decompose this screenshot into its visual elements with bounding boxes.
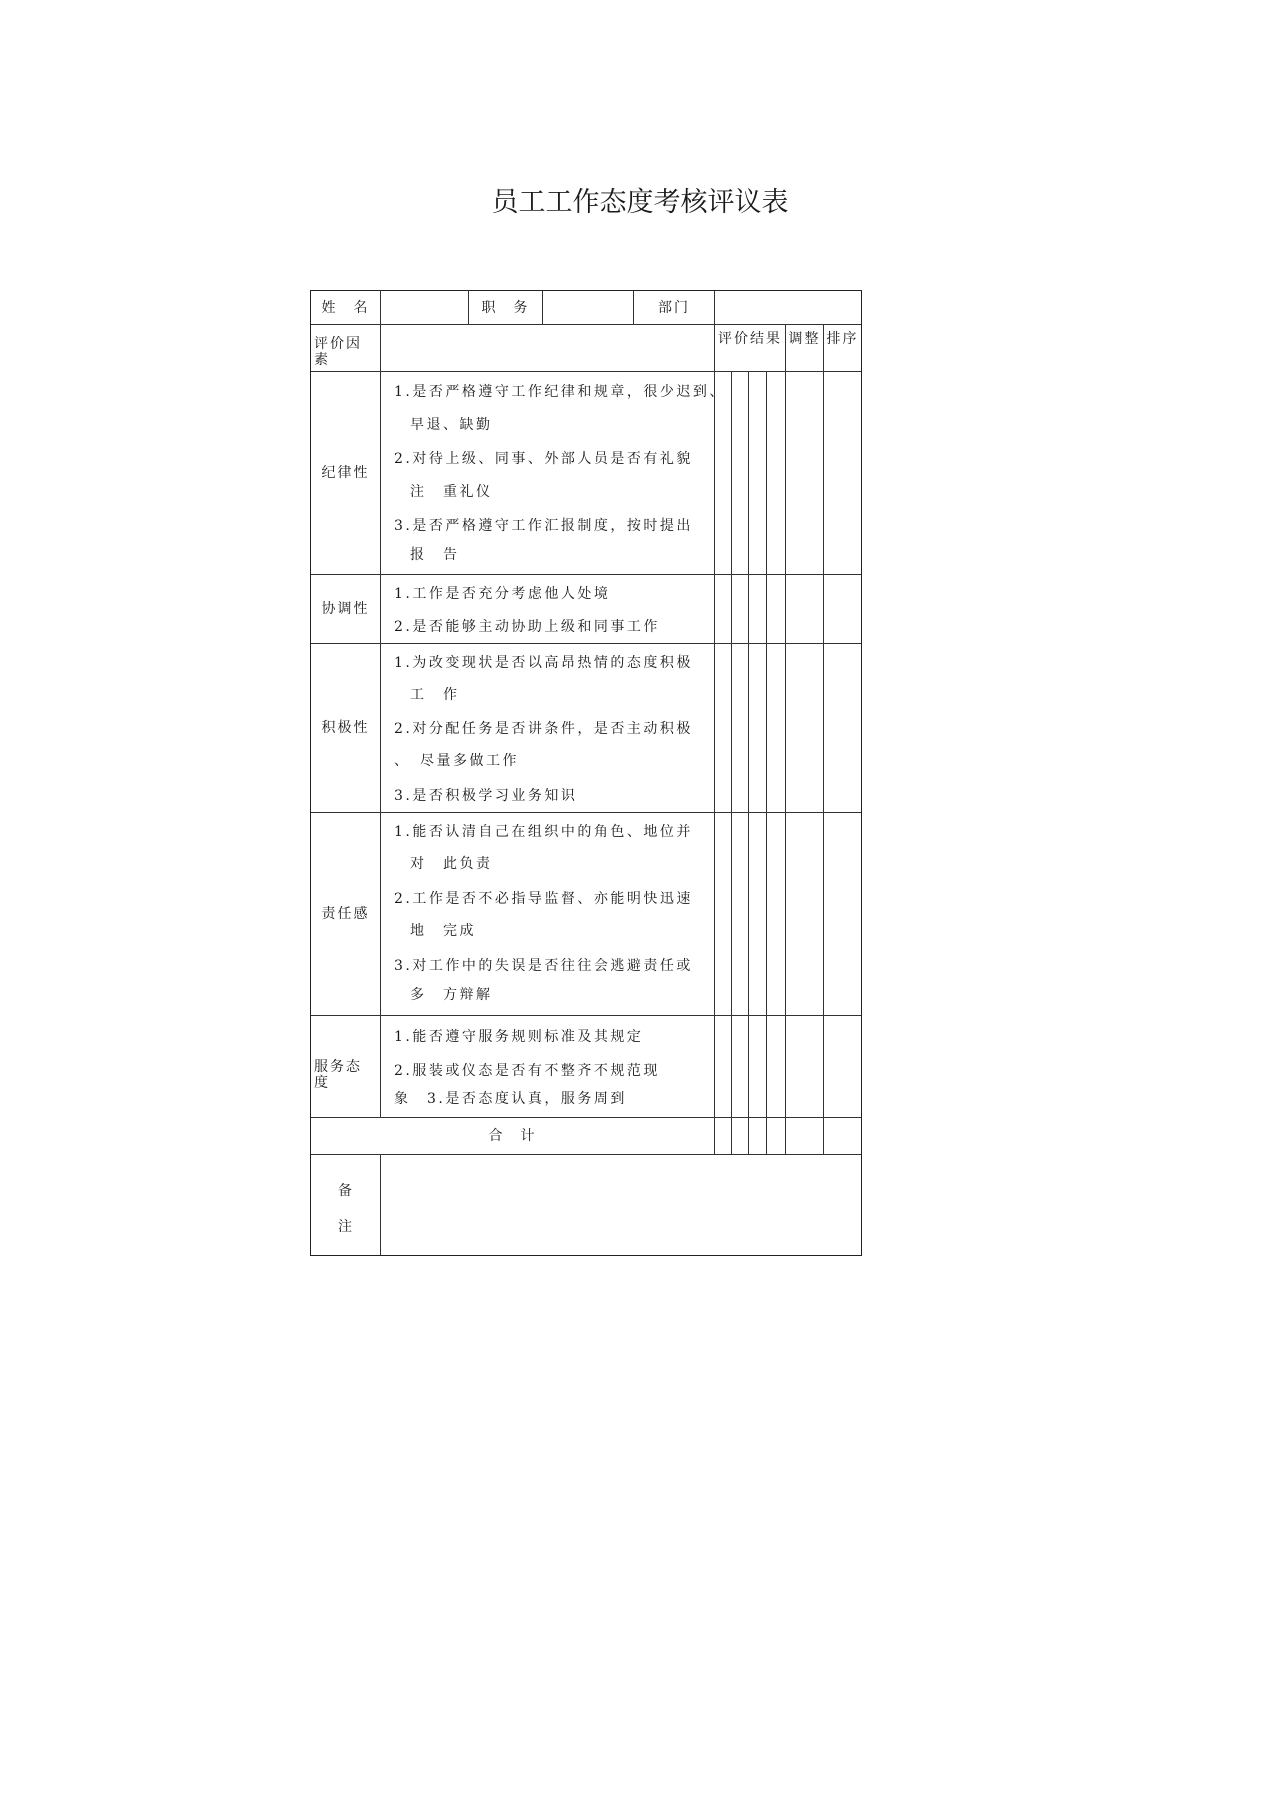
criteria-line: 1.为改变现状是否以高昂热情的态度积极 [394, 655, 693, 671]
criteria-line: 3.对工作中的失误是否往往会逃避责任或 [394, 958, 693, 974]
position-field[interactable] [543, 291, 633, 324]
criteria-line: 1.能否认清自己在组织中的角色、地位并 [394, 824, 693, 840]
col-divider [714, 324, 715, 1154]
col-divider [823, 324, 824, 1154]
criteria-line: 2.服装或仪态是否有不整齐不规范现 [394, 1063, 660, 1079]
criteria-line: 工 作 [410, 687, 460, 703]
criteria-line: 2.对待上级、同事、外部人员是否有礼貌 [394, 451, 693, 467]
result-column-label: 评价结果 [718, 331, 782, 347]
remarks-label: 备 注 [338, 1183, 352, 1235]
col-divider [785, 324, 786, 1154]
rank-column-label: 排序 [826, 331, 859, 347]
criteria-line: 多 方辩解 [410, 987, 493, 1003]
criteria-line: 注 重礼仪 [410, 484, 493, 500]
row-divider [311, 643, 861, 644]
criteria-line: 象 3.是否态度认真，服务周到 [394, 1091, 627, 1107]
criteria-line: 、 尽量多做工作 [394, 753, 519, 769]
criteria-line: 1.能否遵守服务规则标准及其规定 [394, 1029, 644, 1045]
criteria-line: 1.是否严格遵守工作纪律和规章，很少迟到、 [394, 384, 726, 400]
page-title: 员工工作态度考核评议表 [491, 187, 789, 218]
remarks-field[interactable] [381, 1155, 861, 1255]
factor-name: 积极性 [321, 719, 370, 736]
dept-label: 部门 [658, 299, 690, 316]
criteria-line: 2.工作是否不必指导监督、亦能明快迅速 [394, 891, 693, 907]
factor-column-label: 评价因素 [314, 336, 362, 368]
criteria-line: 对 此负责 [410, 856, 493, 872]
factor-name: 协调性 [321, 600, 370, 617]
result-subcol [748, 371, 749, 1154]
factor-name: 纪律性 [321, 464, 370, 481]
criteria-line: 报 告 [410, 547, 460, 563]
row-divider [311, 1015, 861, 1016]
criteria-line: 3.是否积极学习业务知识 [394, 788, 578, 804]
row-divider [311, 371, 861, 372]
col-divider [380, 324, 381, 1117]
row-divider [311, 812, 861, 813]
name-label: 姓 名 [321, 299, 370, 316]
total-label: 合 计 [488, 1127, 537, 1144]
criteria-line: 1.工作是否充分考虑他人处境 [394, 586, 611, 602]
position-label: 职 务 [481, 299, 530, 316]
criteria-line: 2.对分配任务是否讲条件，是否主动积极 [394, 721, 693, 737]
row-divider [311, 574, 861, 575]
criteria-line: 地 完成 [410, 923, 476, 939]
factor-name: 责任感 [321, 905, 370, 922]
name-field[interactable] [381, 291, 468, 324]
criteria-line: 早退、缺勤 [410, 417, 493, 433]
evaluation-form [310, 290, 862, 1256]
criteria-line: 2.是否能够主动协助上级和同事工作 [394, 619, 660, 635]
result-subcol [731, 371, 732, 1154]
adjust-column-label: 调整 [788, 331, 821, 347]
dept-field[interactable] [715, 291, 861, 324]
criteria-line: 3.是否严格遵守工作汇报制度，按时提出 [394, 518, 693, 534]
result-subcol [766, 371, 767, 1154]
factor-name: 服务态度 [314, 1059, 362, 1091]
